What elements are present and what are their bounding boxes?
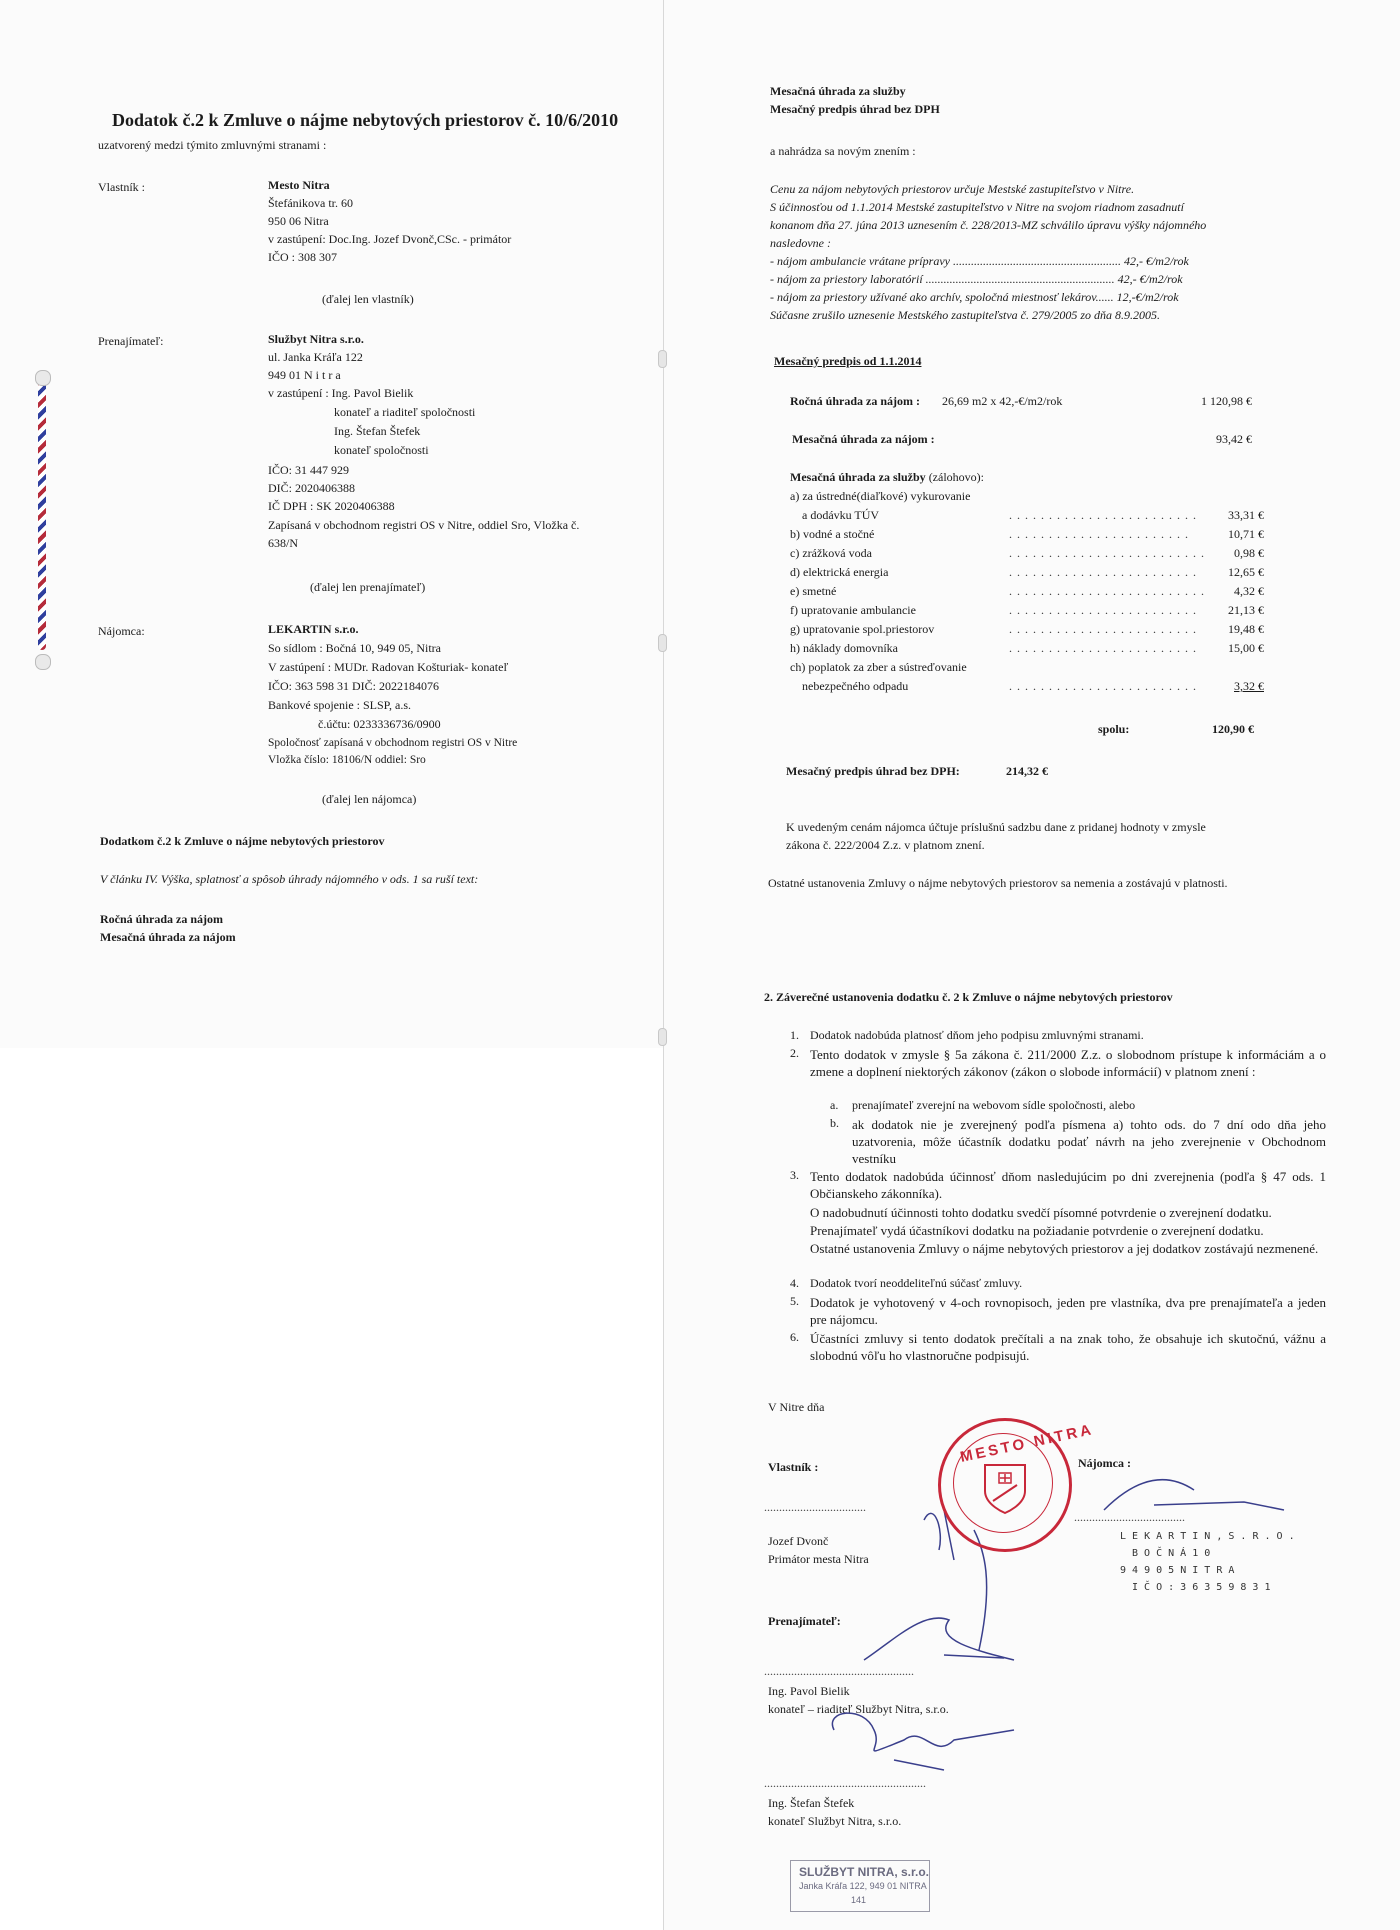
signature-scribble: [854, 1600, 1024, 1670]
tenant-line: IČO: 363 598 31 DIČ: 2022184076: [268, 679, 439, 693]
tenant-stamp-line: L E K A R T I N , S . R . O .: [1120, 1531, 1295, 1542]
lessor-line: ul. Janka Kráľa 122: [268, 350, 363, 364]
services-note: (zálohovo):: [928, 470, 984, 484]
clause-letter: a.: [830, 1098, 839, 1112]
service-item: ch) poplatok za zber a sústreďovanie: [790, 660, 967, 674]
service-value: 12,65 €: [1228, 565, 1264, 579]
lessor-label: Prenajímateľ:: [98, 334, 164, 348]
company-stamp-line: Janka Kráľa 122, 949 01 NITRA: [799, 1881, 927, 1891]
tenant-stamp: [1120, 1528, 1295, 1596]
lessor-line: v zastúpení : Ing. Pavol Bielik: [268, 386, 414, 400]
page-2: [663, 0, 1400, 901]
tenant-ref: (ďalej len nájomca): [322, 792, 417, 806]
punch-hole: [658, 634, 667, 652]
vat-text: K uvedeným cenám nájomca účtuje príslušnú sadzbu dane z pridanej hodnoty v zmysle: [786, 820, 1206, 834]
owner-line: IČO : 308 307: [268, 250, 337, 264]
monthly-label: Mesačná úhrada za nájom :: [792, 432, 935, 446]
service-value: 21,13 €: [1228, 603, 1264, 617]
leader-dots: . . . . . . . . . . . . . . . . . . . . . . . .: [1009, 622, 1197, 636]
lessor-signature-label: Prenajímateľ:: [768, 1614, 841, 1628]
clause-paragraph: Ostatné ustanovenia Zmluvy o nájme nebytových priestorov a jej dodatkov zostávajú nezmenené.: [810, 1241, 1319, 1256]
binding-cord: [38, 380, 46, 650]
page-1: [0, 0, 664, 1049]
italic-line: S účinnosťou od 1.1.2014 Mestské zastupiteľstvo v Nitre na svojom riadnom zasadnutí: [770, 200, 1184, 214]
owner-line: Štefánikova tr. 60: [268, 196, 353, 210]
service-value: 4,32 €: [1234, 584, 1264, 598]
clause-number: 3.: [790, 1168, 799, 1182]
service-item: g) upratovanie spol.priestorov: [790, 622, 935, 636]
page-3: [663, 900, 1400, 1930]
tenant-line: Spoločnosť zapísaná v obchodnom registri OS v Nitre: [268, 737, 518, 749]
signature-scribble: [814, 1700, 1024, 1780]
services-label: Mesačná úhrada za služby: [790, 470, 926, 484]
italic-line: konanom dňa 27. júna 2013 uznesením č. 228/2013-MZ schválilo úpravu výšky nájomného: [770, 218, 1207, 232]
italic-line: nasledovne :: [770, 236, 831, 250]
cord-end: [35, 654, 51, 670]
lessor-line: IČ DPH : SK 2020406388: [268, 499, 395, 513]
lessor-line: Ing. Štefan Štefek: [334, 424, 421, 438]
subclause: ak dodatok nie je zverejnený podľa písmena a) tohto ods. do 7 dní odo dňa jeho uzatvorenia, môže účastník dodatku podať návrh na jeho zverejnenie v Obchodnom vestníku: [852, 1117, 1326, 1166]
annual-calc: 26,69 m2 x 42,-€/m2/rok: [942, 394, 1063, 408]
lessor-line: konateľ spoločnosti: [334, 443, 429, 457]
city-stamp: [938, 1418, 1096, 1552]
other-provisions: Ostatné ustanovenia Zmluvy o nájme nebytových priestorov sa nemenia a zostávajú v platnosti.: [768, 876, 1228, 890]
annual-label: Ročná úhrada za nájom :: [790, 394, 921, 408]
subclause: prenajímateľ zverejní na webovom sídle spoločnosti, alebo: [852, 1098, 1136, 1112]
leader-dots: . . . . . . . . . . . . . . . . . . . . . . . .: [1009, 641, 1197, 655]
grand-value: 214,32 €: [1006, 764, 1048, 778]
document-title: Dodatok č.2 k Zmluve o nájme nebytových priestorov č. 10/6/2010: [112, 110, 619, 130]
signature-line: ..................................: [764, 1500, 866, 1514]
vat-text: zákona č. 222/2004 Z.z. v platnom znení.: [786, 838, 985, 852]
leader-dots: . . . . . . . . . . . . . . . . . . . . . . . .: [1009, 565, 1197, 579]
signature-scribble: [1094, 1460, 1294, 1520]
amendment-heading: Dodatkom č.2 k Zmluve o nájme nebytových priestorov: [100, 834, 385, 848]
punch-hole: [658, 350, 667, 368]
italic-line: Súčasne zrušilo uznesenie Mestského zastupiteľstva č. 279/2005 zo dňa 8.9.2005.: [770, 308, 1160, 322]
tenant-line: Bankové spojenie : SLSP, a.s.: [268, 698, 411, 712]
clause: Dodatok je vyhotovený v 4-och rovnopisoch, jeden pre vlastníka, dva pre prenajímateľa a jeden pre nájomcu.: [810, 1295, 1326, 1327]
header-line: Mesačný predpis úhrad bez DPH: [770, 102, 940, 116]
tenant-stamp-line: I Č O : 3 6 3 5 9 8 3 1: [1132, 1582, 1271, 1593]
clause-number: 6.: [790, 1330, 799, 1344]
services-heading: [790, 470, 984, 485]
signature-line: .....................................: [1074, 1510, 1185, 1524]
tenant-line: LEKARTIN s.r.o.: [268, 622, 359, 636]
leader-dots: . . . . . . . . . . . . . . . . . . . . . . . .: [1009, 679, 1197, 693]
tenant-line: č.účtu: 0233336736/0900: [318, 717, 441, 731]
service-item: a) za ústredné(diaľkové) vykurovanie: [790, 489, 971, 503]
leader-dots: . . . . . . . . . . . . . . . . . . . . . . . .: [1009, 603, 1197, 617]
grand-label: Mesačný predpis úhrad bez DPH:: [786, 764, 960, 778]
lessor1-role: konateľ – riaditeľ Službyt Nitra, s.r.o.: [768, 1702, 949, 1716]
lessor-line: Zapísaná v obchodnom registri OS v Nitre, oddiel Sro, Vložka č.: [268, 518, 580, 532]
owner-line: Mesto Nitra: [268, 178, 330, 192]
service-item: f) upratovanie ambulancie: [790, 603, 916, 617]
service-value: 0,98 €: [1234, 546, 1264, 560]
italic-line: - nájom ambulancie vrátane prípravy ........................................................ 42,- €/m2/rok: [770, 254, 1189, 268]
service-item: nebezpečného odpadu: [802, 679, 909, 693]
leader-dots: . . . . . . . . . . . . . . . . . . . . . . . . .: [1009, 584, 1205, 598]
clause-letter: b.: [830, 1116, 839, 1130]
tenant-stamp-line: 9 4 9 0 5 N I T R A: [1120, 1565, 1235, 1576]
annual-value: 1 120,98 €: [1201, 394, 1252, 408]
punch-hole: [658, 1028, 667, 1046]
lessor-line: konateľ a riaditeľ spoločnosti: [334, 405, 476, 419]
clause-number: 4.: [790, 1276, 799, 1290]
owner-signature-label: Vlastník :: [768, 1460, 819, 1474]
owner-label: Vlastník :: [98, 180, 145, 194]
header-line: Mesačná úhrada za služby: [770, 84, 906, 98]
schedule-title: Mesačný predpis od 1.1.2014: [774, 354, 922, 368]
clause-number: 2.: [790, 1046, 799, 1060]
document-subtitle: uzatvorený medzi týmito zmluvnými stranami :: [98, 138, 327, 152]
clause: Tento dodatok nadobúda účinnosť dňom nasledujúcim po dni zverejnenia (podľa § 47 ods. 1 Občianskeho zákonníka).: [810, 1169, 1326, 1201]
clause: Dodatok nadobúda platnosť dňom jeho podpisu zmluvnými stranami.: [810, 1028, 1144, 1042]
monthly-value: 93,42 €: [1216, 432, 1252, 446]
removed-item: Ročná úhrada za nájom: [100, 912, 224, 926]
replace-text: a nahrádza sa novým znením :: [770, 144, 916, 158]
service-item: e) smetné: [790, 584, 837, 598]
tenant-line: V zastúpení : MUDr. Radovan Košturiak- konateľ: [268, 660, 509, 674]
service-item: b) vodné a stočné: [790, 527, 875, 541]
stamp-text: MESTO NITRA: [958, 1421, 1096, 1466]
service-item: h) náklady domovníka: [790, 641, 898, 655]
tenant-stamp-line: B O Č N Á 1 0: [1132, 1548, 1211, 1559]
owner-ref: (ďalej len vlastník): [322, 292, 414, 306]
owner-name: Jozef Dvonč: [768, 1534, 829, 1548]
leader-dots: . . . . . . . . . . . . . . . . . . . . . . . .: [1009, 508, 1197, 522]
article-text: V článku IV. Výška, splatnosť a spôsob úhrady nájomného v ods. 1 sa ruší text:: [100, 872, 479, 886]
lessor1-name: Ing. Pavol Bielik: [768, 1684, 850, 1698]
lessor2-role: konateľ Službyt Nitra, s.r.o.: [768, 1814, 902, 1828]
owner-role: Primátor mesta Nitra: [768, 1552, 869, 1566]
owner-line: v zastúpení: Doc.Ing. Jozef Dvonč,CSc. - primátor: [268, 232, 512, 246]
clause-paragraph: O nadobudnutí účinnosti tohto dodatku svedčí písomné potvrdenie o zverejnení dodatku.: [810, 1205, 1272, 1220]
company-stamp: [790, 1860, 930, 1912]
service-value: 19,48 €: [1228, 622, 1264, 636]
service-value: 3,32 €: [1234, 679, 1264, 693]
italic-line: - nájom za priestory laboratórií ............................................................... 42,- €/m2/rok: [770, 272, 1183, 286]
signature-line: ..................................................: [764, 1664, 914, 1678]
owner-line: 950 06 Nitra: [268, 214, 329, 228]
lessor-line: 638/N: [268, 536, 298, 550]
service-item: c) zrážková voda: [790, 546, 872, 560]
leader-dots: . . . . . . . . . . . . . . . . . . . . . . .: [1009, 527, 1189, 541]
lessor-line: 949 01 N i t r a: [268, 368, 341, 382]
lessor-ref: (ďalej len prenajímateľ): [310, 580, 426, 594]
tenant-signature-label: Nájomca :: [1078, 1456, 1131, 1470]
total-label: spolu:: [1098, 722, 1130, 736]
service-value: 10,71 €: [1228, 527, 1264, 541]
coat-of-arms-icon: [981, 1461, 1029, 1515]
signature-line: ......................................................: [764, 1776, 926, 1790]
total-value: 120,90 €: [1212, 722, 1254, 736]
lessor-line: DIČ: 2020406388: [268, 481, 355, 495]
clause: Účastníci zmluvy si tento dodatok prečítali a na znak toho, že obsahuje ich skutočnú, vážnu a slobodnú vôľu ho vlastnoručne podpisujú.: [810, 1331, 1326, 1363]
leader-dots: . . . . . . . . . . . . . . . . . . . . . . . . .: [1009, 546, 1205, 560]
italic-line: - nájom za priestory užívané ako archív, spoločná miestnosť lekárov...... 12,-€/m2/rok: [770, 290, 1179, 304]
lessor2-name: Ing. Štefan Štefek: [768, 1796, 855, 1810]
tenant-label: Nájomca:: [98, 624, 145, 638]
service-value: 33,31 €: [1228, 508, 1264, 522]
tenant-line: Vložka číslo: 18106/N oddiel: Sro: [268, 754, 426, 766]
removed-item: Mesačná úhrada za nájom: [100, 930, 236, 944]
clause: Dodatok tvorí neoddeliteľnú súčasť zmluvy.: [810, 1276, 1023, 1290]
clause-number: 1.: [790, 1028, 799, 1042]
company-stamp-line: 141: [851, 1895, 867, 1905]
service-value: 15,00 €: [1228, 641, 1264, 655]
italic-line: Cenu za nájom nebytových priestorov určuje Mestské zastupiteľstvo v Nitre.: [770, 182, 1135, 196]
clause-number: 5.: [790, 1294, 799, 1308]
clause: Tento dodatok v zmysle § 5a zákona č. 211/2000 Z.z. o slobodnom prístupe k informáciám a o zmene a doplnení niektorých zákonov (zákon o slobode informácií) v platnom znení :: [810, 1047, 1326, 1079]
place-date: V Nitre dňa: [768, 1400, 825, 1414]
clause-paragraph: Prenajímateľ vydá účastníkovi dodatku na požiadanie potvrdenie o zverejnení dodatku.: [810, 1223, 1264, 1238]
cord-end: [35, 370, 51, 386]
lessor-line: IČO: 31 447 929: [268, 463, 349, 477]
company-stamp-line: SLUŽBYT NITRA, s.r.o.: [799, 1865, 930, 1879]
blank-area: [0, 1048, 663, 1930]
tenant-line: So sídlom : Bočná 10, 949 05, Nitra: [268, 641, 441, 655]
section-heading: 2. Záverečné ustanovenia dodatku č. 2 k Zmluve o nájme nebytových priestorov: [764, 990, 1173, 1004]
service-item: a dodávku TÚV: [802, 508, 880, 522]
lessor-line: Službyt Nitra s.r.o.: [268, 332, 364, 346]
service-item: d) elektrická energia: [790, 565, 889, 579]
